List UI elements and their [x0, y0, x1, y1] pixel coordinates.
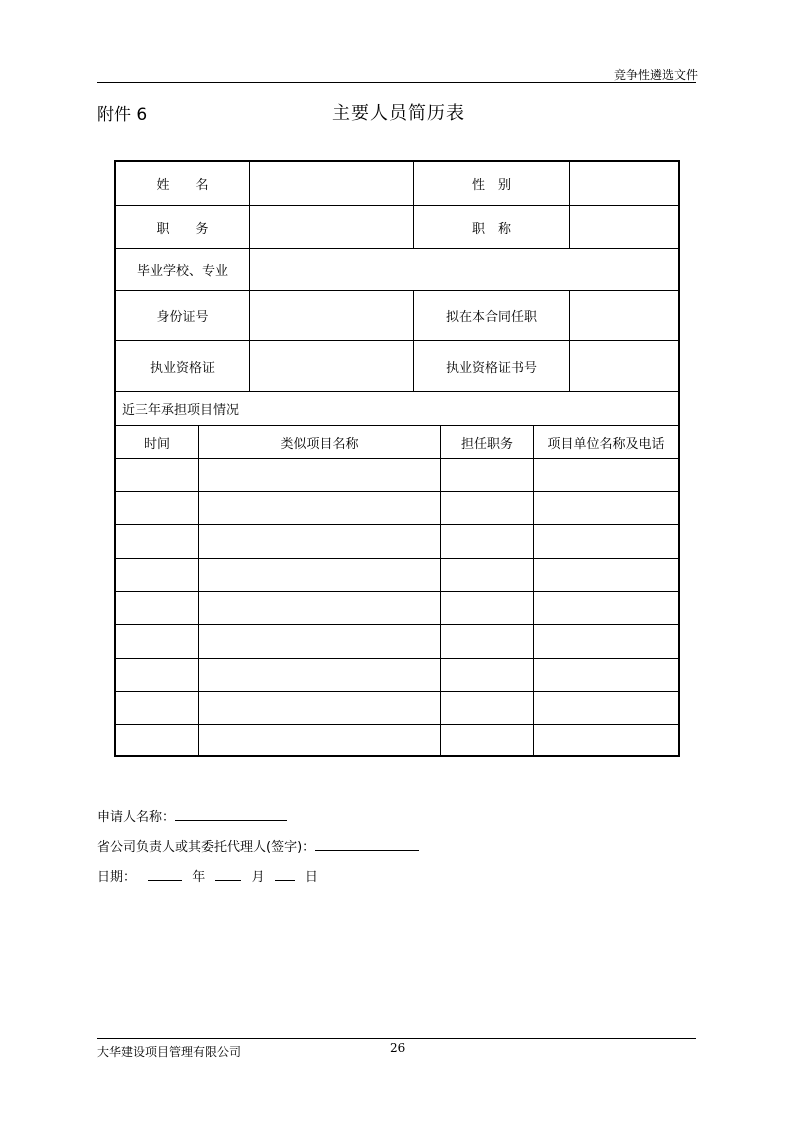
footer-rule	[97, 1038, 696, 1039]
col-header-project: 类似项目名称	[280, 436, 359, 452]
footer-company: 大华建设项目管理有限公司	[97, 1045, 242, 1059]
header-doc-type: 竞争性遴选文件	[613, 68, 698, 82]
field-contract-role[interactable]	[570, 291, 678, 340]
day-blank[interactable]	[275, 868, 295, 881]
resume-table	[114, 160, 680, 757]
row-divider	[116, 491, 678, 492]
row-divider	[116, 591, 678, 592]
col-header-role: 担任职务	[460, 436, 513, 452]
date-label: 日期：	[97, 870, 137, 885]
row-divider	[116, 458, 678, 459]
row-divider	[116, 691, 678, 692]
field-id-card[interactable]	[250, 291, 413, 340]
field-school[interactable]	[250, 249, 678, 290]
col-header-time: 时间	[143, 436, 170, 452]
field-name[interactable]	[250, 162, 413, 205]
page-title: 主要人员简历表	[332, 103, 465, 124]
day-label: 日	[304, 870, 318, 885]
applicant-line	[97, 806, 287, 825]
header-rule	[97, 82, 696, 83]
field-gender[interactable]	[570, 162, 678, 205]
field-cert-no[interactable]	[570, 341, 678, 391]
month-blank[interactable]	[215, 868, 241, 881]
month-label: 月	[251, 870, 265, 885]
label-contract-role: 拟在本合同任职	[445, 310, 537, 325]
field-title[interactable]	[570, 206, 678, 248]
label-name: 姓 名	[156, 178, 209, 193]
col-divider	[198, 425, 199, 757]
page-number: 26	[390, 1041, 406, 1055]
attachment-label: 附件 6	[97, 105, 148, 125]
rep-label: 省公司负责人或其委托代理人(签字)：	[97, 840, 316, 855]
col-header-unit: 项目单位名称及电话	[547, 436, 665, 452]
applicant-blank[interactable]	[175, 808, 287, 821]
label-title: 职 称	[471, 221, 511, 237]
date-line	[97, 866, 318, 885]
label-position: 职 务	[156, 221, 209, 237]
row-divider	[116, 624, 678, 625]
row-divider	[116, 724, 678, 725]
label-school: 毕业学校、专业	[136, 264, 228, 279]
field-cert[interactable]	[250, 341, 413, 391]
row-divider	[116, 558, 678, 559]
label-gender: 性 别	[471, 178, 511, 193]
label-recent-projects: 近三年承担项目情况	[122, 403, 240, 418]
row-divider	[116, 524, 678, 525]
label-cert-no: 执业资格证书号	[445, 360, 537, 376]
label-id-card: 身份证号	[156, 310, 209, 325]
row-divider	[116, 658, 678, 659]
applicant-label: 申请人名称：	[97, 810, 176, 825]
field-position[interactable]	[250, 206, 413, 248]
col-divider	[440, 425, 441, 757]
label-cert: 执业资格证	[149, 360, 215, 376]
rep-line	[97, 836, 419, 855]
year-blank[interactable]	[148, 868, 182, 881]
rep-blank[interactable]	[315, 838, 419, 851]
year-label: 年	[192, 870, 206, 885]
col-divider	[533, 425, 534, 757]
